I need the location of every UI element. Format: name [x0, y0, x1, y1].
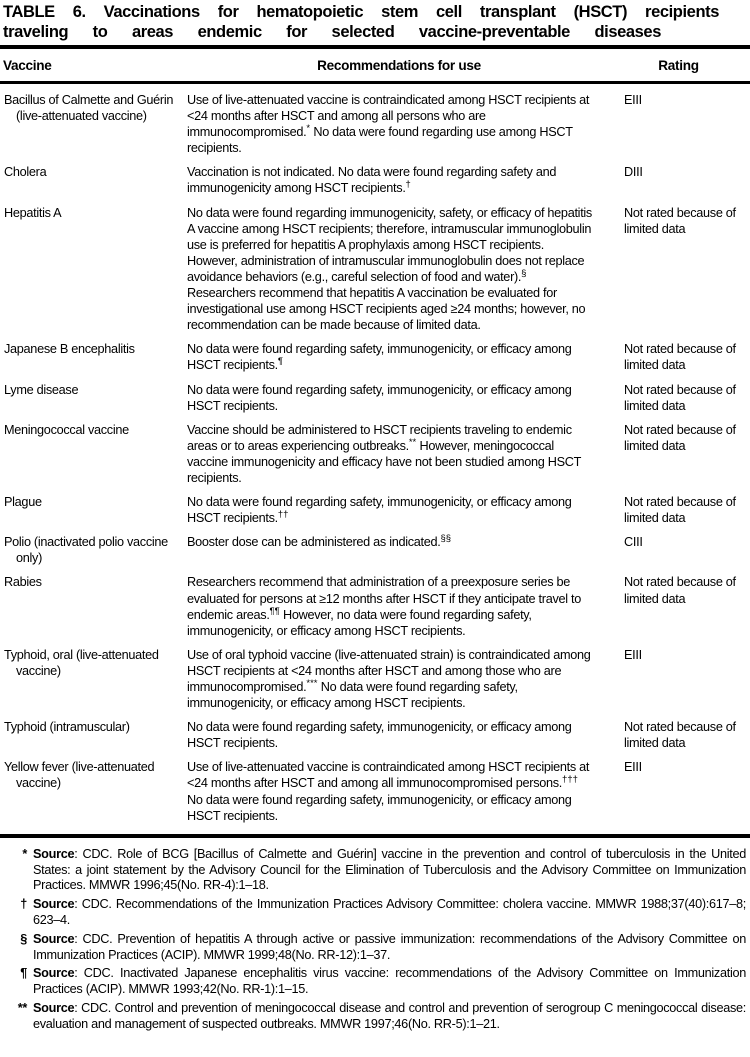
footnote-body	[33, 966, 746, 998]
table-row	[3, 382, 746, 414]
recommendation-text: Vaccine should be administered to HSCT recipients traveling to endemic areas or to areas experiencing outbreaks.** However, meningococcal vaccine immunogenicity and efficacy have not been studied among HSCT recipients.	[187, 422, 581, 485]
footnote-text: : CDC. Inactivated Japanese encephalitis virus vaccine: recommendations of the Advisory Committee on Immunization Practices (ACIP). MMWR 1993;42(No. RR-1):1–15.	[33, 966, 746, 997]
recommendation-text: No data were found regarding safety, immunogenicity, or efficacy among HSCT recipients.	[187, 382, 572, 413]
vaccine-name: Cholera	[4, 165, 47, 180]
recommendation-text: No data were found regarding safety, immunogenicity, or efficacy among HSCT recipients.¶	[187, 342, 572, 373]
footnote-item	[3, 847, 746, 894]
footnote-body	[33, 847, 746, 894]
footnote-marker: *	[22, 846, 27, 861]
recommendation-text: Use of live-attenuated vaccine is contraindicated among HSCT recipients at <24 months after HSCT and among all immunocompromised persons.††† No data were found regarding safety, immunogenicity, or efficacy among HSCT recipients.	[187, 760, 590, 823]
footnote-text: : CDC. Recommendations of the Immunization Practices Advisory Committee: cholera vaccine. MMWR 1988;37(40):617–8; 623–4.	[33, 897, 746, 927]
table-row	[3, 574, 746, 638]
table-row	[3, 759, 746, 823]
footnote-source-label: Source	[33, 931, 75, 946]
rating-value: Not rated because of limited data	[624, 382, 736, 413]
divider-below-header	[0, 81, 750, 84]
rating-value: EIII	[624, 760, 642, 775]
rating-value: EIII	[624, 647, 642, 662]
rating-value: CIII	[624, 535, 643, 550]
table-title-line2: traveling to areas endemic for selected vaccine-preventable diseases	[3, 22, 661, 41]
rating-value: DIII	[624, 165, 643, 180]
footnote-item	[3, 932, 746, 964]
column-header-vaccine: Vaccine	[3, 58, 52, 73]
footnote-body	[33, 932, 746, 964]
footnote-marker: ¶	[20, 966, 27, 981]
footnote-marker: §	[20, 931, 27, 946]
recommendation-text: Use of live-attenuated vaccine is contraindicated among HSCT recipients at <24 months after HSCT and among all persons who are immunocompromised.* No data were found regarding use among HSCT recipients.	[187, 93, 590, 156]
table-row	[3, 494, 746, 526]
table-row	[3, 719, 746, 751]
rating-value: EIII	[624, 93, 642, 107]
footnote-text: : CDC. Role of BCG [Bacillus of Calmette and Guérin] vaccine in the prevention and control of tuberculosis in the United States: a joint statement by the Advisory Council for the Elimination of Tuberculosis and the Advisory Committee on Immunization Practices. MMWR 1996;45(No. RR-4):1–18.	[33, 846, 746, 893]
column-header-recommendations: Recommendations for use	[317, 58, 481, 73]
rating-value: Not rated because of limited data	[624, 575, 736, 606]
table-row	[3, 92, 746, 156]
vaccine-name: Polio (inactivated polio vaccine only)	[4, 535, 168, 566]
footnote-text: : CDC. Control and prevention of meningococcal disease and control and prevention of serogroup C meningococcal disease: evaluation and management of suspected outbreaks. MMWR 1997;46(No. RR-5):1–21.	[33, 1000, 746, 1031]
footnote-source-label: Source	[33, 846, 75, 861]
vaccine-name: Typhoid, oral (live-attenuated vaccine)	[4, 647, 159, 678]
rating-value: Not rated because of limited data	[624, 342, 736, 373]
footnotes-list	[3, 838, 746, 1037]
vaccine-name: Meningococcal vaccine	[4, 422, 129, 437]
vaccine-name: Japanese B encephalitis	[4, 342, 135, 357]
footnote-item	[3, 1001, 746, 1033]
table-row	[3, 164, 746, 196]
footnote-item	[3, 897, 746, 929]
footnote-item	[3, 966, 746, 998]
recommendation-text: Booster dose can be administered as indicated.§§	[187, 533, 452, 550]
footnote-source-label: Source	[33, 966, 75, 981]
footnote-source-label: Source	[33, 1000, 75, 1015]
footnote-marker: **	[17, 1000, 27, 1015]
recommendation-text: Use of oral typhoid vaccine (live-attenuated strain) is contraindicated among HSCT recipients at <24 months after HSCT and among those who are immunocompromised.*** No data were found regarding safety, immunogenicity, or efficacy among HSCT recipients.	[187, 647, 591, 711]
rating-value: Not rated because of limited data	[624, 205, 736, 236]
table-row	[3, 341, 746, 373]
recommendation-text: Vaccination is not indicated. No data were found regarding safety and immunogenicity among HSCT recipients.†	[187, 165, 557, 196]
table-title	[3, 3, 746, 42]
vaccine-name: Plague	[4, 495, 42, 510]
footnote-marker: †	[20, 897, 27, 912]
table-body	[3, 92, 746, 826]
column-header-rating: Rating	[658, 58, 699, 73]
footnote-text: : CDC. Prevention of hepatitis A through active or passive immunization: recommendations of the Advisory Committee on Immunization Practices (ACIP). MMWR 1999;48(No. RR-12):1–37.	[33, 931, 746, 962]
recommendation-text: No data were found regarding safety, immunogenicity, or efficacy among HSCT recipients.	[187, 720, 572, 751]
footnote-body	[33, 897, 746, 929]
vaccine-name: Rabies	[4, 575, 42, 590]
vaccine-name: Bacillus of Calmette and Guérin (live-attenuated vaccine)	[4, 93, 174, 124]
rating-value: Not rated because of limited data	[624, 495, 736, 526]
table-title-line1: TABLE 6. Vaccinations for hematopoietic stem cell transplant (HSCT) recipients	[3, 3, 719, 21]
vaccine-name: Typhoid (intramuscular)	[4, 720, 130, 735]
rating-value: Not rated because of limited data	[624, 422, 736, 453]
recommendation-text: No data were found regarding safety, immunogenicity, or efficacy among HSCT recipients.††	[187, 495, 572, 526]
vaccine-name: Hepatitis A	[4, 205, 62, 220]
rating-value: Not rated because of limited data	[624, 720, 736, 751]
footnote-body	[33, 1001, 746, 1033]
table-header-row	[3, 49, 746, 81]
table-row	[3, 205, 746, 334]
footnote-source-label: Source	[33, 897, 75, 912]
table-row	[3, 422, 746, 486]
vaccine-name: Lyme disease	[4, 382, 79, 397]
table-row	[3, 647, 746, 711]
recommendation-text: No data were found regarding immunogenicity, safety, or efficacy of hepatitis A vaccine among HSCT recipients; therefore, intramuscular immunoglobulin use is preferred for hepatitis A prophylaxis among HSCT recipients. However, administration of intramuscular immunoglobulin does not replace avoidance behaviors (e.g., careful selection of food and water).§ Researchers recommend that hepatitis A vaccination be evaluated for investigational use among HSCT recipients aged ≥24 months; however, no recommendation can be made because of limited data.	[187, 205, 592, 333]
recommendation-text: Researchers recommend that administration of a preexposure series be evaluated for persons at ≥12 months after HSCT if they anticipate travel to endemic areas.¶¶ However, no data were found regarding safety, immunogenicity, or efficacy among HSCT recipients.	[187, 575, 581, 638]
table-row	[3, 534, 746, 566]
vaccine-name: Yellow fever (live-attenuated vaccine)	[4, 760, 155, 791]
